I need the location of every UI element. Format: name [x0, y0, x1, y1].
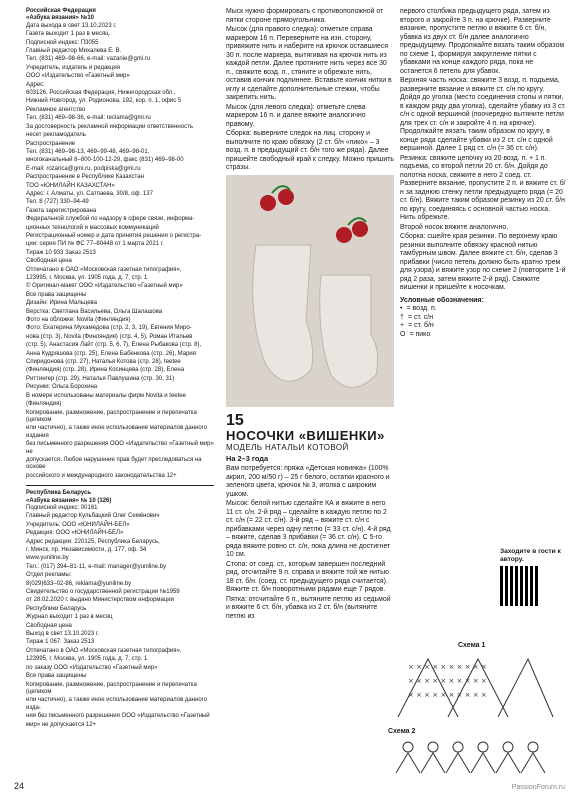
legend-symbol-icon: +: [400, 322, 405, 330]
qr-block: [500, 548, 564, 606]
imprint-line: Тел. (831) 469–98-13, 469–99-48, 469–98-01,: [26, 148, 150, 155]
article-column-right: [400, 8, 566, 339]
imprint-line: ции: серия ПИ № ФС 77–80448 от 1 марта 2021 г.: [26, 241, 164, 248]
imprint-line: Редакция: ООО «ЮНИЛАЙН-БЕЛ»: [26, 530, 124, 537]
imprint-line: Верстка: Светлана Васильева, Ольга Шалашова: [26, 308, 163, 315]
paragraph: Вам потребуется: пряжа «Детская новинка» (100% акрил, 200 м/50 г) – 25 г белого, остатки красного и зеленого цвета, крючок № 3, иголка с широким ушком.: [226, 465, 390, 498]
imprint-line: Республики Беларусь: [26, 605, 87, 612]
imprint-line: Подписной индекс: П3055: [26, 39, 99, 46]
legend-row: [400, 322, 566, 331]
paragraph: Мысок (для левого следка): отметьте слева маркером 16 п. и далее вяжите аналогично правому.: [226, 103, 366, 128]
imprint-line: Фото: Екатерина Мухамедова (стр. 2, 3, 19), Евгения Миро-: [26, 325, 192, 332]
imprint-line: мир» не допускается 12+: [26, 721, 97, 728]
imprint-line: Копирование, размножение, распространение и перепечатка (целиком: [26, 681, 197, 695]
model-author: МОДЕЛЬ НАТАЛЬИ КОТОВОЙ: [226, 442, 349, 452]
imprint-line: по заказу ООО «Издательство «Газетный мир»: [26, 664, 158, 671]
imprint-line: Дизайн: Ирина Мальцева: [26, 300, 98, 307]
imprint-line: Риттингер (стр. 29), Наталья Павлушина (стр. 30, 31): [26, 375, 175, 382]
legend-row: [400, 314, 566, 323]
imprint-line: от 28.02.2020 г. выдано Министерством информации: [26, 597, 175, 604]
page-number: 24: [14, 781, 25, 791]
by-title: Республика Беларусь: [26, 490, 92, 497]
article-column-middle: [226, 8, 394, 622]
imprint-line: Тираж 10 933 Заказ 2513: [26, 249, 96, 256]
imprint-line: Учредитель, издатель и редакция: [26, 64, 120, 71]
imprint-line: ООО «Издательство «Газетный мир»: [26, 73, 130, 80]
schema1-title: Схема 1: [458, 642, 486, 649]
legend-row: [400, 331, 566, 340]
imprint-line: Выход в свет 13.10.2023 г.: [26, 631, 99, 638]
imprint-line: Отдел рекламы:: [26, 572, 72, 579]
ru-magazine: «Азбука вязания» №10: [26, 15, 95, 22]
imprint-line: Анна Кудряшова (стр. 25), Елена Бабенкова (стр. 26), Мария: [26, 350, 197, 357]
imprint-line: ТОО «ЮНИЛАЙН КАЗАХСТАН»: [26, 182, 115, 189]
imprint-line: Учредитель: ООО «ЮНИЛАЙН-БЕЛ»: [26, 521, 130, 528]
instructions-continued: [400, 8, 566, 293]
legend-text: = ст. б/н: [408, 322, 434, 330]
paragraph: Сборка: сшейте края резинки. По верхнему краю резинки выполните обвязку красной нитью тамбурным швом. Далее вяжите ст. б/н, сделав 3 прибавки (число петель должно быть кратно трем для узора) и вяжите узор по схеме 2 (повторите 1-й ряд 2 раза, затем вяжите 2-й ряд). Свяжите вишенки и пришейте к носочкам.: [400, 233, 566, 291]
schema1-diagram: [388, 649, 558, 724]
imprint-line: Распространение: [26, 140, 76, 147]
imprint-line: Тел.: (017) 394–81-11, e-mail: manager@yuniline.by: [26, 563, 167, 570]
imprint-column: [26, 8, 214, 730]
legend-text: = пико: [409, 330, 431, 338]
imprint-line: E-mail: rozarica@gmi.ru, podpiska@gmi.ru: [26, 165, 141, 172]
imprint-line: или частично), а также иное использование материалов данного изда-: [26, 697, 208, 711]
imprint-line: Нижний Новгород, ул. Родионова, 192, кор. п. 1, офис 5: [26, 98, 182, 105]
legend-text: = ст. с/н: [407, 313, 434, 321]
imprint-line: без письменного разрешения ООО «Издательство «Газетный мир» не: [26, 441, 214, 455]
imprint-line: Тираж 1 067. Заказ 2513: [26, 639, 95, 646]
imprint-line: 603126, Российская Федерация, Нижегородская обл.,: [26, 90, 176, 97]
paragraph: Пятка: отсчитайте 6 п., вытяните петлю из седьмой и вяжите 6 ст. б/н, убавка из 2 ст. б/н (вытяните петлю из: [226, 595, 391, 620]
imprint-line: Свободная цена: [26, 258, 72, 265]
imprint-line: допускается. Любое нарушение прав будет преследоваться на основе: [26, 456, 202, 471]
imprint-line: (стр. 5), Анастасия Лайт (стр. 5, 6, 7), Елена Рыбакова (стр. 8),: [26, 342, 202, 349]
imprint-line: Фото на обложке: Novita (Финляндия): [26, 317, 131, 324]
imprint-line: Газета зарегистрирована: [26, 207, 97, 214]
imprint-line: многоканальный 8–800-100-12-29, факс (831) 469–98-00: [26, 157, 184, 164]
schema2-diagram: [388, 735, 563, 780]
svg-text:× × × × × × × × × ×: × × × × × × × × × ×: [408, 677, 487, 685]
legend-rows: [400, 305, 566, 339]
imprint-line: Тел. (831) 469–98-66, e-mail: vazanie@gmi.ru: [26, 56, 151, 63]
imprint-line: Рекламное агентство: [26, 106, 86, 113]
imprint-line: нова (стр. 3), Novita (Финляндия) (стр. 4, 5), Роман Итальев: [26, 333, 193, 340]
paragraph: Мысок (для правого следка): отметьте справа маркером 16 п. Переверните на изн. сторону, привяжите нить и наберите на крючок оставшиеся 30 п. после маркера, вытягивая на крючок нить из каждой петли. Далее протяните нить через все 30 п., свяжите возд. п., стяните и обрежьте нить, оставив кончик подлиннее. Вставьте кончик нитки в иглу и сделайте дополнительные стежки, чтобы закрепить нить.: [226, 26, 392, 101]
paragraph: Резинка: свяжите цепочку из 20 возд. п. + 1 п. подъема, со второй петли 20 ст. б/н. Дойдя до полотна носка, свяжите в него 2 соед. ст. Разверните вязание, пропустите 2 п. и вяжите ст. б/н за заднюю стенку петли предыдущего ряда (= 20 ст. б/н). Вяжите таким образом резинку из 20 ст. б/н по кругу, соединяясь с основной частью носка. Нить обрежьте.: [400, 154, 566, 221]
schema1: [388, 642, 558, 729]
previous-article-text: [226, 8, 394, 173]
imprint-line: Главный редактор Кульбацкий Олег Семёнович: [26, 513, 160, 520]
paragraph: первого столбика предыдущего ряда, затем из второго и закройте 3 п. на крючке). Разверните вязание, пропустите петлю и вяжите 6 ст. б/н, убавка из двух ст. б/н далее аналогично предыдущему. Продолжайте вязать таким образом по схеме 1, формируя закругление пятки с убавками на конце каждого ряда, пока не останется 6 петель для убавок.: [400, 8, 565, 75]
imprint-line: Федеральной службой по надзору в сфере связи, информа-: [26, 216, 195, 223]
imprint-line: или частично), а также иное использование материалов данного издания: [26, 425, 208, 439]
imprint-line: Регистрационный номер и дата принятия решения о регистра-: [26, 232, 202, 239]
paragraph: Верхняя часть носка: свяжите 3 возд. п. подъема, разверните вязание и вяжите ст. с/н по кругу. Дойдя до уголка (место соединения стопы и пятки, в каждом ряду два уголка), сделайте убавку из 3 ст. с/н с одной вершиной (поочередно вытяните петли для трех ст. с/н и закройте 4 п. на крючке). Продолжайте вязать таким образом по кругу, в конце ряда сделайте убавки из 2 ст. с/н с одной вершиной. Далее 1 ряд ст. с/н (= 36 ст. с/н).: [400, 77, 566, 152]
legend-symbol-icon: †: [400, 313, 404, 321]
legend-title: Условные обозначения:: [400, 296, 484, 304]
imprint-line: В номере использованы материалы фирм Novita и teetee: [26, 392, 186, 399]
imprint-line: 123995, г. Москва, ул. 1905 года, д. 7, стр. 1: [26, 656, 148, 663]
imprint-line: Свободная цена: [26, 622, 72, 629]
imprint-line: (Финляндия) (стр. 28), Ирина Косинцева (стр. 28), Елена: [26, 367, 185, 374]
imprint-line: российского и международного законодательства 12+: [26, 472, 177, 479]
imprint-line: ционных технологий и массовых коммуникаций: [26, 224, 159, 231]
imprint-line: Спиридонова (стр. 27), Наталья Котова (стр. 28), teetee: [26, 359, 181, 366]
legend-row: [400, 305, 566, 314]
legend-symbol-icon: Ο: [400, 330, 406, 338]
model-title: НОСОЧКИ «ВИШЕНКИ»: [226, 427, 385, 443]
imprint-line: Все права защищены: [26, 291, 87, 298]
imprint-line: Тел. (831) 469–98-36, e-mail: reclama@gmi.ru: [26, 115, 151, 122]
legend-text: = возд. п.: [406, 305, 437, 313]
svg-text:× × × × × × × × × ×: × × × × × × × × × ×: [408, 691, 487, 699]
imprint-line: Распространение в Республике Казахстан: [26, 174, 144, 181]
paragraph: Мысок: белой нитью сделайте КА и вяжите в него 11 ст. с/н. 2-й ряд – сделайте в каждую петлю по 2 ст. с/н (= 22 ст. с/н). 3-й ряд – вяжите ст. с/н с прибавками через одну петлю (= 33 ст. с/н). 4-й ряд – вяжите, сделав 3 прибавки (= 36 ст. с/н). С 5-го ряда вяжите ровно ст. с/н, пока длина не достигнет 10 см.: [226, 500, 391, 558]
imprint-line: Дата выхода в свет 13.10.2023 г.: [26, 22, 117, 29]
svg-text:× × × × × × × × × ×: × × × × × × × × × ×: [408, 663, 487, 671]
watermark: PassionForum.ru: [511, 784, 565, 791]
imprint-line: 123995, г. Москва, ул. 1905 года, д. 7, стр. 1: [26, 275, 148, 281]
imprint-divider: [26, 485, 214, 486]
legend-symbol-icon: •: [400, 305, 403, 313]
by-magazine: «Азбука вязания» № 10 (126): [26, 497, 112, 504]
imprint-line: 8(029)633–02-86, reklama@yuniline.by: [26, 580, 132, 587]
model-number: 15: [226, 411, 244, 429]
qr-text: Заходите в гости к автору.: [500, 548, 561, 563]
schema2: [388, 728, 563, 785]
imprint-line: Адрес:: [26, 81, 45, 88]
by-imprint-lines: [26, 505, 214, 729]
imprint-line: © Оригинал-макет ООО «Издательство «Газетный мир»: [26, 283, 183, 290]
imprint-line: ния без письменного разрешения ООО «Издательство «Газетный: [26, 713, 210, 720]
ru-title: Российская Федерация: [26, 8, 96, 14]
imprint-line: Рисунки: Ольга Борохина: [26, 384, 98, 391]
imprint-line: г. Минск, пр. Независимости, д. 177, оф. 34: [26, 547, 147, 553]
legend: [400, 297, 566, 340]
imprint-line: Главный редактор Михалева Е. В.: [26, 48, 122, 55]
paragraph: Стопа: от соед. ст., которым завершен последний ряд, отсчитайте 9 п. справа и вяжите той же нитью 18 ст. б/н. (соед. ст. предыдущего ряда считается). Вяжите ст. б/н поворотными рядами еще 7 рядов.: [226, 560, 389, 593]
imprint-line: За достоверность рекламной информации ответственность: [26, 123, 193, 130]
imprint-line: Отпечатано в ОАО «Московская газетная типография»,: [26, 266, 182, 273]
imprint-line: Адрес: г. Алматы, ул. Сатпаева, 30/8, оф. 137: [26, 190, 153, 197]
imprint-line: Журнал выходит 1 раз в месяц: [26, 614, 113, 621]
imprint-line: Подписной индекс: 00161: [26, 504, 98, 511]
imprint-line: Отпечатано в ОАО «Московская газетная типография»,: [26, 647, 182, 654]
ru-imprint-lines: [26, 23, 214, 480]
imprint-line: Газета выходит 1 раз в месяц.: [26, 31, 111, 38]
imprint-line: несет рекламодатель: [26, 132, 86, 139]
model-instructions: [226, 465, 394, 621]
paragraph: Сборка: выверните следок на лиц. сторону и выполните по краю обвязку (2 ст. б/н «пико» – 3 возд. п. в предыдущий ст. б/н того же ряда). Далее пришейте свободный край к следку. Можно пришить стразы.: [226, 130, 394, 171]
imprint-line: Свидетельство о государственной регистрации №1959: [26, 589, 180, 596]
imprint-line: Все права защищены: [26, 673, 87, 680]
imprint-line: Тел. 8 (727) 330–94-49: [26, 199, 89, 206]
imprint-line: (Финляндия): [26, 401, 62, 408]
socks-photo: [226, 175, 394, 407]
imprint-line: www.yuniline.by: [26, 555, 69, 562]
schema2-title: Схема 2: [388, 728, 416, 735]
paragraph: Второй носок вяжите аналогично.: [400, 223, 509, 231]
imprint-line: Адрес редакции: 220125, Республика Беларусь,: [26, 538, 160, 545]
paragraph: Мыск нужно формировать с противоположной от пятки стороне прямоугольника.: [226, 8, 384, 24]
imprint-line: Копирование, размножение, распространение и перепечатка (целиком: [26, 409, 197, 423]
model-size: На 2–3 года: [226, 453, 269, 463]
qr-code-icon[interactable]: [500, 566, 540, 606]
